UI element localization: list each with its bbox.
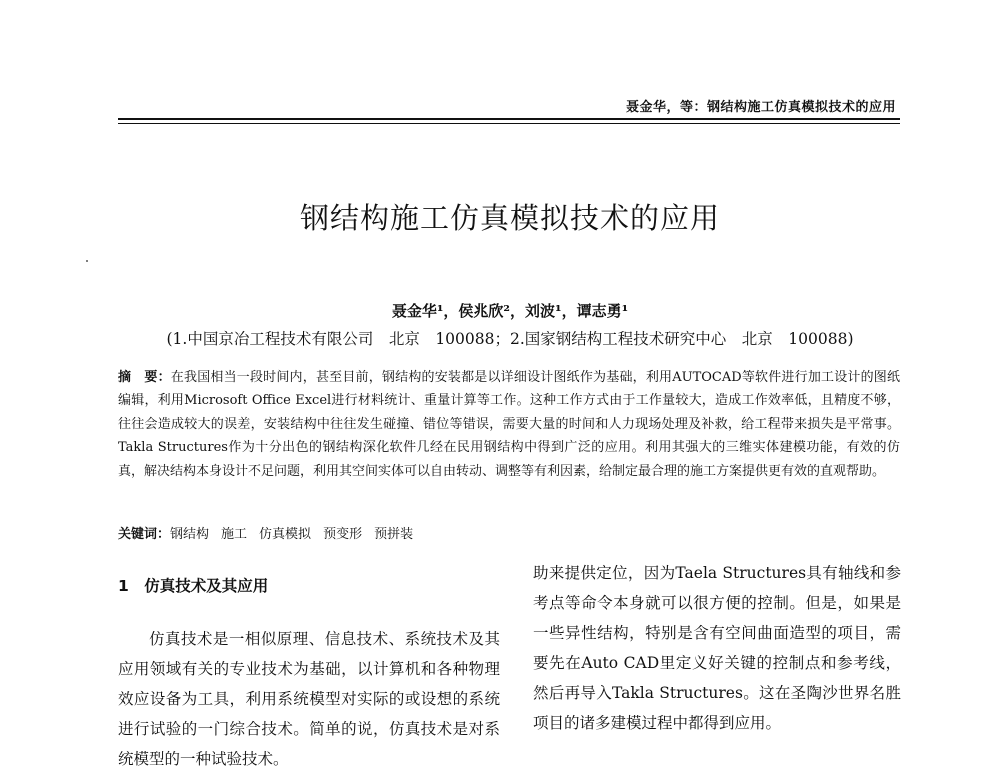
paper-title: 钢结构施工仿真模拟技术的应用 [299, 201, 720, 235]
header-rule-thin [118, 123, 900, 124]
body-paragraph: 助来提供定位，因为Taela Structures具有轴线和参考点等命令本身就可以很方便的控制。但是，如果是一些异性结构，特别是含有空间曲面造型的项目，需要先在Auto CAD里定义好关键的控制点和参考线，然后再导入Takla Structures。这在圣陶沙世界名胜项目的诸多建模过程中都得到应用。 [533, 564, 901, 732]
scan-speck [86, 260, 88, 262]
abstract-label: 摘 要： [118, 370, 171, 385]
keyword: 预拼装 [374, 527, 414, 542]
keywords-label: 关键词： [118, 527, 171, 542]
running-header: 聂金华，等：钢结构施工仿真模拟技术的应用 [625, 100, 896, 115]
keyword: 钢结构 [170, 527, 210, 542]
keyword: 仿真模拟 [259, 527, 312, 542]
keyword: 预变形 [323, 527, 363, 542]
abstract [118, 366, 900, 483]
header-rule-thick [118, 118, 900, 120]
left-column [118, 574, 500, 774]
keyword: 施工 [221, 527, 248, 542]
right-column [533, 558, 901, 738]
author-list: 聂金华¹，侯兆欣²，刘波¹，谭志勇¹ [391, 302, 629, 320]
body-paragraph: 仿真技术是一相似原理、信息技术、系统技术及其应用领域有关的专业技术为基础，以计算机和各种物理效应设备为工具，利用系统模型对实际的或设想的系统进行试验的一门综合技术。简单的说，仿真技术是对系统模型的一种试验技术。 [118, 630, 500, 768]
abstract-text: 在我国相当一段时间内，甚至目前，钢结构的安装都是以详细设计图纸作为基础，利用AUTOCAD等软件进行加工设计的图纸编辑，利用Microsoft Office Excel进行材料统计、重量计算等工作。这种工作方式由于工作量较大，造成工作效率低，且精度不够，往往会造成较大的误差，安装结构中往往发生碰撞、错位等错误，需要大量的时间和人力现场处理及补救，给工程带来损失是平常事。Takla Structures作为十分出色的钢结构深化软件几经在民用钢结构中得到广泛的应用。利用其强大的三维实体建模功能，有效的仿真，解决结构本身设计不足问题，利用其空间实体可以自由转动、调整等有利因素，给制定最合理的施工方案提供更有效的直观帮助。 [118, 370, 900, 479]
keywords [118, 523, 900, 542]
affiliations: (1.中国京冶工程技术有限公司 北京 100088；2.国家钢结构工程技术研究中心 北京 100088) [166, 330, 854, 348]
section-heading: 1 仿真技术及其应用 [118, 577, 269, 595]
